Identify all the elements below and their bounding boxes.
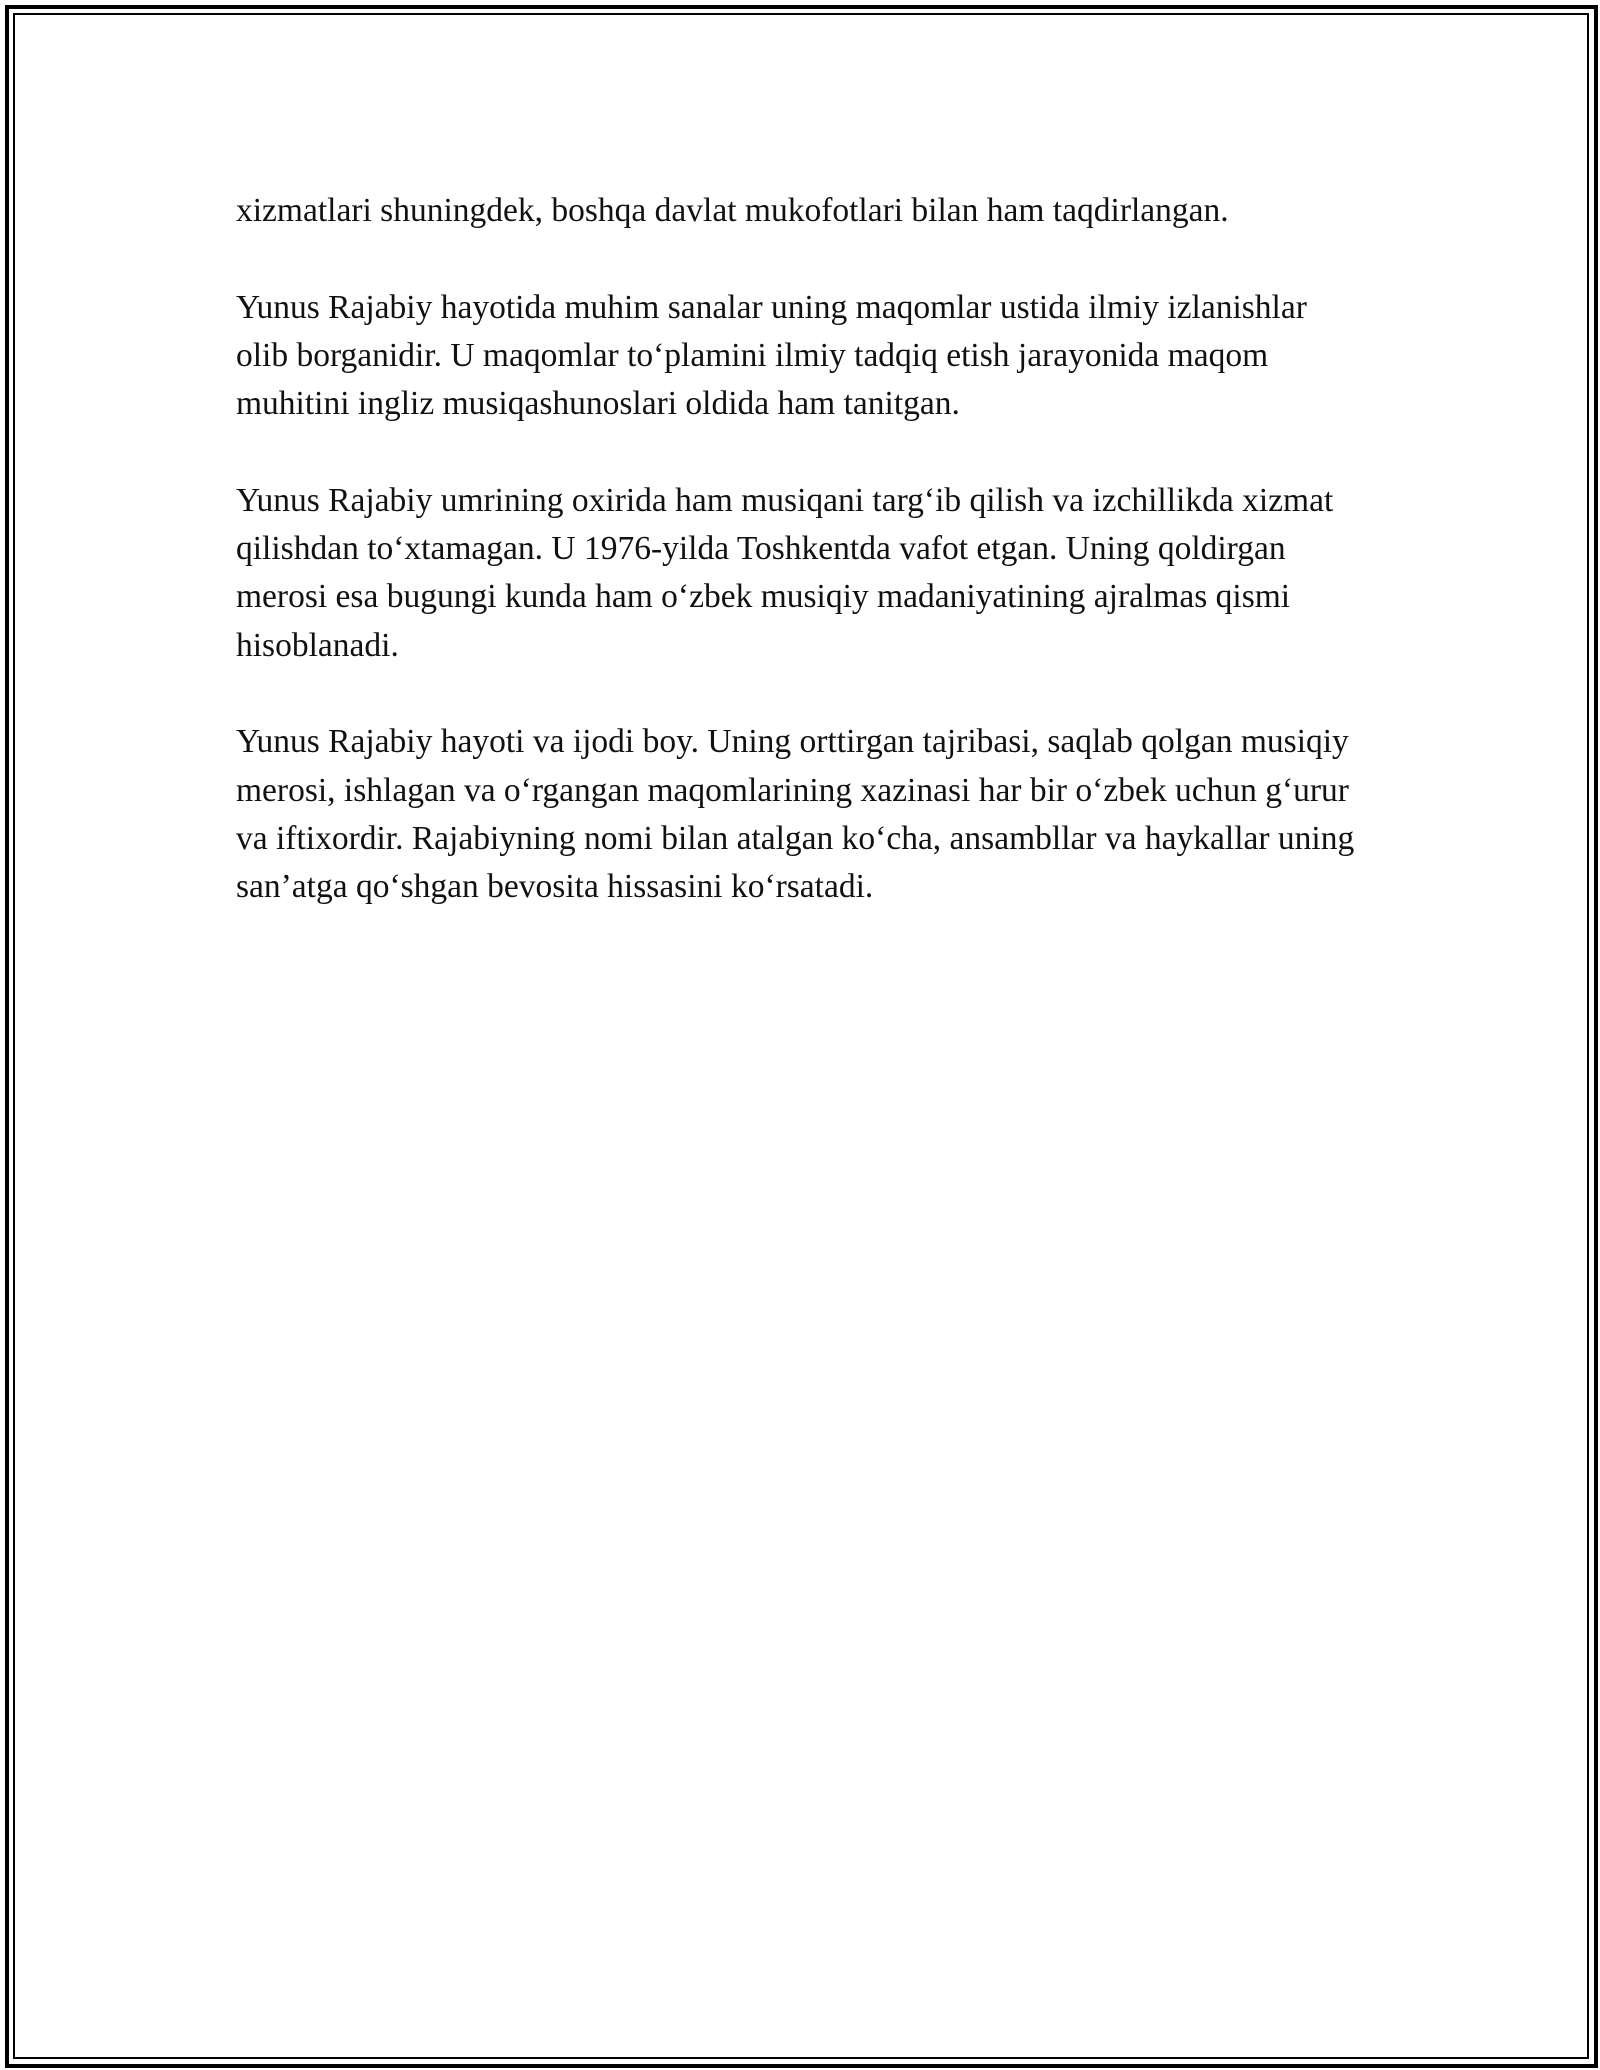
paragraph: Yunus Rajabiy umrining oxirida ham musiqani targ‘ib qilish va izchillikda xizmat qilishdan to‘xtamagan. U 1976-yilda Toshkentda vafot etgan. Uning qoldirgan merosi esa bugungi kunda ham o‘zbek musiqiy madaniyatining ajralmas qismi hisoblanadi. xyxy=(236,481,1334,664)
paragraph: xizmatlari shuningdek, boshqa davlat mukofotlari bilan ham taqdirlangan. xyxy=(236,192,1229,229)
paragraph: Yunus Rajabiy hayoti va ijodi boy. Uning orttirgan tajribasi, saqlab qolgan musiqiy merosi, ishlagan va o‘rgangan maqomlarining xazinasi har bir o‘zbek uchun g‘urur va iftixordir. Rajabiyning nomi bilan atalgan ko‘cha, ansambllar va haykallar uning san’atga qo‘shgan bevosita hissasini ko‘rsatadi. xyxy=(236,723,1355,906)
document-body xyxy=(236,187,1366,960)
paragraph: Yunus Rajabiy hayotida muhim sanalar uning maqomlar ustida ilmiy izlanishlar olib borganidir. U maqomlar to‘plamini ilmiy tadqiq etish jarayonida maqom muhitini ingliz musiqashunoslari oldida ham tanitgan. xyxy=(236,288,1307,423)
